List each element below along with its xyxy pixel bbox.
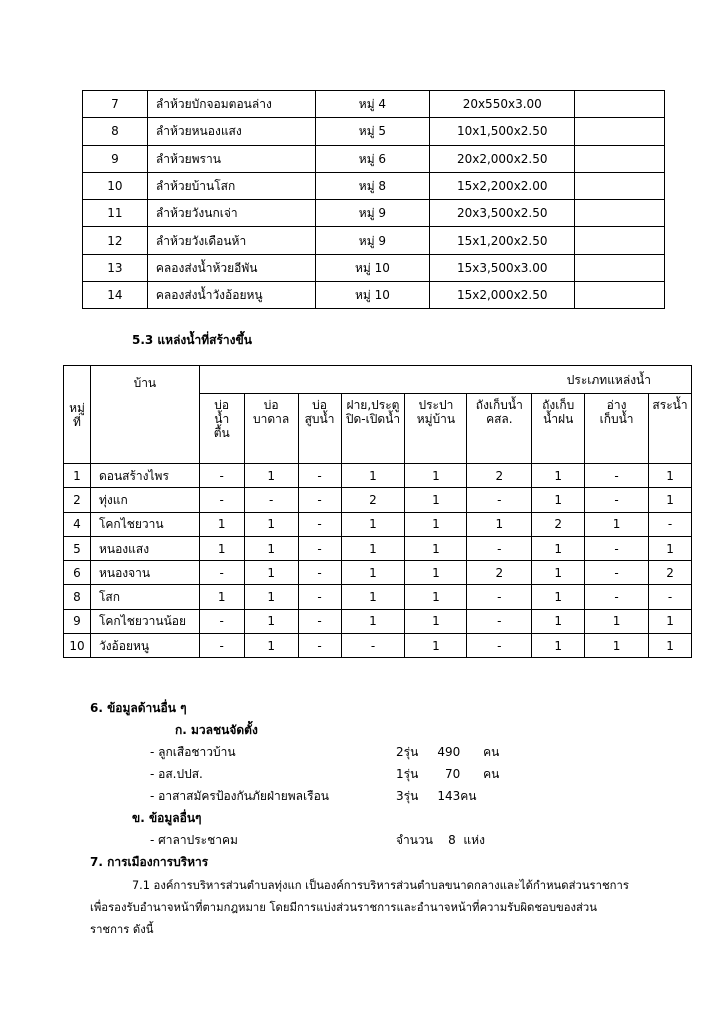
count-cell: 1 [532,634,585,658]
village-moo-cell: หมู่ 6 [315,145,430,172]
item-a-count: 1รุ่น 70 คน [396,767,500,781]
count-cell: 1 [532,536,585,560]
village-moo-cell: หมู่ 5 [315,118,430,145]
count-cell: 1 [341,585,405,609]
water-type-header: ถังเก็บน้ำ คสล. [467,394,532,464]
water-type-header: บ่อ น้ำ ตื้น [199,394,244,464]
remark-cell [575,172,665,199]
canal-name-cell: คลองส่งน้ำวังอ้อยหนู [147,282,315,309]
count-cell: 1 [532,561,585,585]
remark-cell [575,254,665,281]
count-cell: 1 [244,512,298,536]
count-cell: 1 [199,585,244,609]
remark-cell [575,91,665,118]
count-cell: - [298,464,341,488]
count-cell: 2 [341,488,405,512]
count-cell: 1 [244,585,298,609]
village-cell: หนองจาน [90,561,199,585]
row-number-cell: 7 [83,91,148,118]
count-cell: 1 [405,488,467,512]
count-cell: 1 [405,634,467,658]
item-b-label: - ศาลาประชาคม [150,833,238,847]
section-7-paragraph-line: 7.1 องค์การบริหารส่วนตำบลทุ่งแก เป็นองค์การบริหารส่วนตำบลขนาดกลางและได้กำหนดส่วนราชการ [132,879,629,892]
count-cell: 1 [649,634,692,658]
canal-size-cell: 15x3,500x3.00 [430,254,575,281]
count-cell: - [298,512,341,536]
village-cell: วังอ้อยหนู [90,634,199,658]
count-cell: 2 [467,464,532,488]
canal-row [83,227,665,254]
item-a-label: - อาสาสมัครป้องกันภัยฝ่ายพลเรือน [150,789,329,803]
canal-name-cell: ลำห้วยวังเดือนห้า [147,227,315,254]
count-cell: 1 [341,464,405,488]
header-village: บ้าน [90,366,199,464]
count-cell: 1 [405,585,467,609]
count-cell: - [199,634,244,658]
count-cell: 1 [532,609,585,633]
water-source-table-body [64,464,692,658]
village-moo-cell: หมู่ 10 [315,282,430,309]
count-cell: 1 [244,561,298,585]
water-type-header: ฝาย,ประตู ปิด-เปิดน้ำ [341,394,405,464]
moo-cell: 5 [64,536,91,560]
section-6-sub-b: ข. ข้อมูลอื่นๆ [132,811,202,825]
count-cell: 2 [649,561,692,585]
water-source-row [64,488,692,512]
count-cell: 1 [532,488,585,512]
count-cell: 1 [244,464,298,488]
count-cell: - [467,634,532,658]
count-cell: - [244,488,298,512]
canal-name-cell: ลำห้วยบักจอมตอนล่าง [147,91,315,118]
canal-size-cell: 15x2,000x2.50 [430,282,575,309]
count-cell: - [467,536,532,560]
count-cell: 1 [341,512,405,536]
count-cell: - [199,609,244,633]
remark-cell [575,227,665,254]
count-cell: - [585,488,649,512]
village-cell: ดอนสร้างไพร [90,464,199,488]
canal-row [83,118,665,145]
village-cell: หนองแสง [90,536,199,560]
count-cell: 1 [585,512,649,536]
village-moo-cell: หมู่ 10 [315,254,430,281]
moo-cell: 10 [64,634,91,658]
canal-name-cell: ลำห้วยพราน [147,145,315,172]
village-cell: โคกไชยวานน้อย [90,609,199,633]
count-cell: 1 [585,609,649,633]
item-b-count: จำนวน 8 แห่ง [396,833,485,847]
row-number-cell: 10 [83,172,148,199]
water-type-header: อ่าง เก็บน้ำ [585,394,649,464]
section-7-heading: 7. การเมืองการบริหาร [90,855,209,869]
count-cell: - [298,536,341,560]
canal-table-body [83,91,665,309]
row-number-cell: 11 [83,200,148,227]
row-number-cell: 12 [83,227,148,254]
canal-size-cell: 10x1,500x2.50 [430,118,575,145]
moo-cell: 8 [64,585,91,609]
count-cell: - [467,585,532,609]
water-type-header: ประปา หมู่บ้าน [405,394,467,464]
count-cell: - [467,609,532,633]
canal-size-cell: 20x550x3.00 [430,91,575,118]
row-number-cell: 8 [83,118,148,145]
water-source-table [63,365,692,658]
count-cell: - [298,488,341,512]
count-cell: 1 [244,609,298,633]
water-source-row [64,609,692,633]
village-cell: โคกไชยวาน [90,512,199,536]
moo-cell: 6 [64,561,91,585]
remark-cell [575,282,665,309]
village-moo-cell: หมู่ 8 [315,172,430,199]
count-cell: - [585,536,649,560]
village-moo-cell: หมู่ 9 [315,200,430,227]
water-type-header: สระน้ำ [649,394,692,464]
item-a-count: 3รุ่น 143คน [396,789,477,803]
count-cell: - [649,512,692,536]
canal-name-cell: คลองส่งน้ำห้วยอีพัน [147,254,315,281]
water-source-row [64,512,692,536]
canal-row [83,145,665,172]
count-cell: - [649,585,692,609]
moo-cell: 1 [64,464,91,488]
count-cell: 1 [405,609,467,633]
section-7-paragraph-line: เพื่อรองรับอำนาจหน้าที่ตามกฎหมาย โดยมีการแบ่งส่วนราชการและอำนาจหน้าที่ความรับผิดชอบของส่วน [90,901,597,914]
count-cell: 1 [532,464,585,488]
moo-cell: 2 [64,488,91,512]
canal-row [83,282,665,309]
remark-cell [575,200,665,227]
canal-size-cell: 15x1,200x2.50 [430,227,575,254]
count-cell: - [585,464,649,488]
count-cell: 1 [199,536,244,560]
count-cell: - [298,561,341,585]
header-water-type: ประเภทแหล่งน้ำ [199,366,691,394]
section-7-paragraph-line: ราชการ ดังนี้ [90,923,154,936]
canal-row [83,91,665,118]
canal-name-cell: ลำห้วยบ้านโสก [147,172,315,199]
water-type-header: บ่อ บาดาล [244,394,298,464]
count-cell: 1 [244,536,298,560]
water-source-row [64,464,692,488]
canal-size-cell: 20x2,000x2.50 [430,145,575,172]
village-moo-cell: หมู่ 4 [315,91,430,118]
canal-size-cell: 20x3,500x2.50 [430,200,575,227]
count-cell: 1 [244,634,298,658]
remark-cell [575,145,665,172]
section-6-heading: 6. ข้อมูลด้านอื่น ๆ [90,701,187,715]
count-cell: 1 [649,536,692,560]
count-cell: - [341,634,405,658]
item-a-count: 2รุ่น 490 คน [396,745,500,759]
canal-row [83,200,665,227]
count-cell: - [298,634,341,658]
canal-name-cell: ลำห้วยหนองแสง [147,118,315,145]
count-cell: 1 [199,512,244,536]
item-a-label: - อส.ปปส. [150,767,203,781]
row-number-cell: 13 [83,254,148,281]
count-cell: 1 [649,609,692,633]
moo-cell: 4 [64,512,91,536]
moo-cell: 9 [64,609,91,633]
count-cell: 1 [405,512,467,536]
section-5-3-heading: 5.3 แหล่งน้ำที่สร้างขึ้น [132,333,252,347]
village-cell: ทุ่งแก [90,488,199,512]
count-cell: 1 [532,585,585,609]
count-cell: 1 [341,536,405,560]
count-cell: 1 [405,464,467,488]
count-cell: 1 [341,609,405,633]
water-source-row [64,561,692,585]
count-cell: 2 [467,561,532,585]
count-cell: 1 [649,464,692,488]
remark-cell [575,118,665,145]
count-cell: 1 [467,512,532,536]
row-number-cell: 9 [83,145,148,172]
count-cell: 1 [405,536,467,560]
count-cell: - [199,488,244,512]
water-source-row [64,536,692,560]
count-cell: - [585,561,649,585]
count-cell: - [467,488,532,512]
canal-size-cell: 15x2,200x2.00 [430,172,575,199]
count-cell: 1 [649,488,692,512]
count-cell: - [298,585,341,609]
count-cell: - [585,585,649,609]
canal-row [83,172,665,199]
canal-table [82,90,665,309]
count-cell: 1 [585,634,649,658]
canal-name-cell: ลำห้วยวังนกเจ่า [147,200,315,227]
header-moo: หมู่ ที่ [64,366,91,464]
water-type-header: บ่อ สูบน้ำ [298,394,341,464]
water-type-header: ถังเก็บ น้ำฝน [532,394,585,464]
count-cell: 1 [405,561,467,585]
village-cell: โสก [90,585,199,609]
village-moo-cell: หมู่ 9 [315,227,430,254]
canal-row [83,254,665,281]
count-cell: 1 [341,561,405,585]
water-source-row [64,634,692,658]
count-cell: 2 [532,512,585,536]
count-cell: - [298,609,341,633]
row-number-cell: 14 [83,282,148,309]
item-a-label: - ลูกเสือชาวบ้าน [150,745,236,759]
section-6-sub-a: ก. มวลชนจัดตั้ง [175,723,258,737]
water-source-row [64,585,692,609]
count-cell: - [199,561,244,585]
count-cell: - [199,464,244,488]
